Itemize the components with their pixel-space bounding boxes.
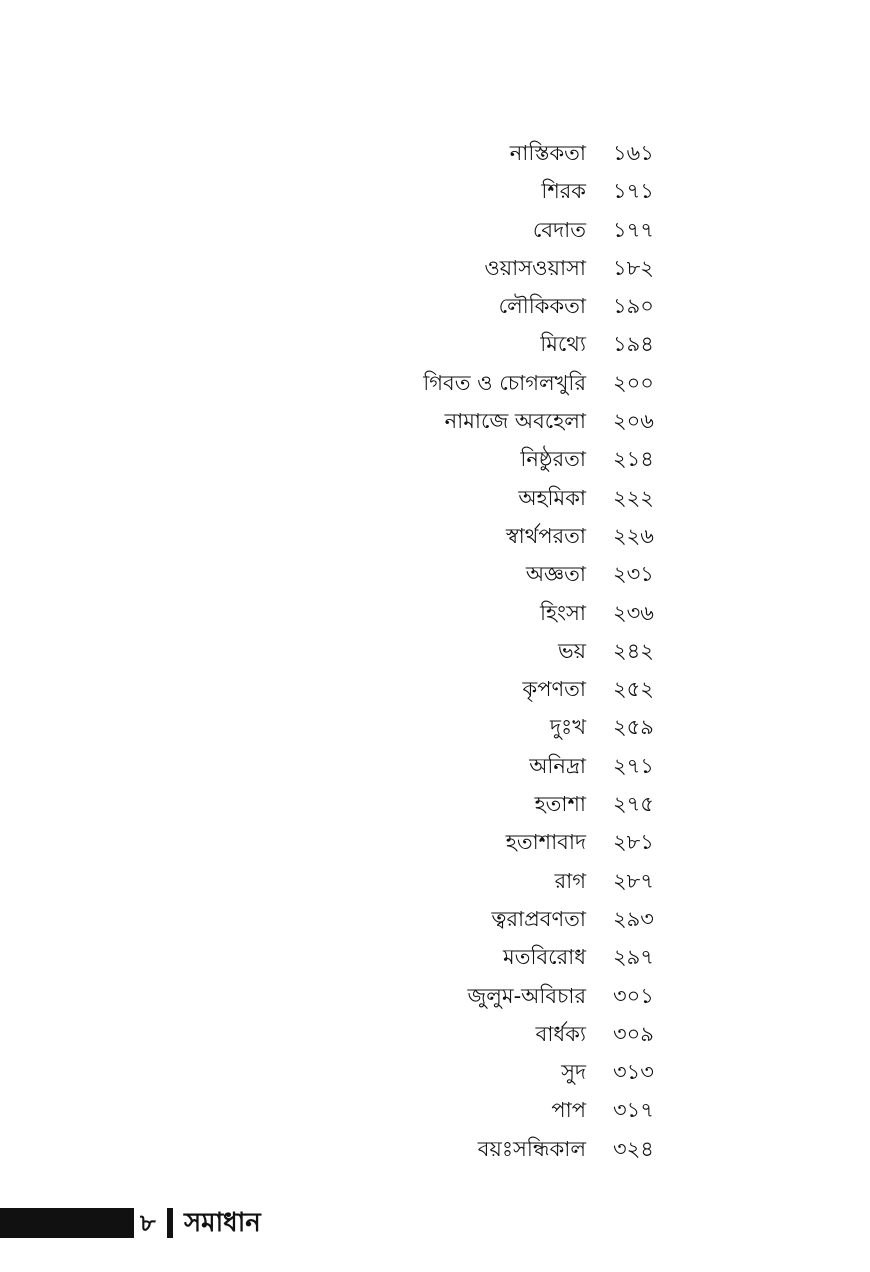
toc-entry-page: ১৬১	[613, 141, 654, 165]
toc-entry-page: ২৩৬	[613, 600, 654, 625]
toc-entry-title: হিংসা	[539, 600, 586, 625]
toc-entry-page: ৩০১	[613, 983, 654, 1008]
toc-entry-page: ৩০৯	[613, 1021, 654, 1046]
footer-page-number: ৮	[140, 1209, 156, 1237]
toc-entry	[0, 325, 870, 363]
toc-entry-page: ১৯৪	[613, 332, 654, 357]
toc-entry-title: গিবত ও চোগলখুরি	[423, 370, 586, 395]
toc-entry-page: ২১৪	[613, 447, 654, 472]
toc-entry	[0, 172, 870, 210]
toc-entry	[0, 1053, 870, 1091]
toc-entry-title: রাগ	[554, 868, 586, 893]
toc-entry-page: ৩১৩	[613, 1060, 654, 1085]
toc-entry-title: বয়ঃসন্ধিকাল	[477, 1136, 586, 1161]
toc-entry	[0, 364, 870, 402]
toc-entry-title: হতাশা	[534, 792, 586, 817]
toc-entry-title: শিরক	[541, 179, 586, 204]
toc-entry-page: ২০০	[613, 370, 654, 395]
toc-entry-page: ২৮৭	[613, 868, 654, 893]
toc-entry-page: ২৩১	[613, 562, 654, 587]
toc-entry-page: ১৮২	[613, 255, 654, 280]
toc-entry-title: বার্ধক্য	[535, 1021, 586, 1046]
toc-entry-title: নামাজে অবহেলা	[444, 409, 586, 434]
toc-entry	[0, 517, 870, 555]
toc-entry	[0, 670, 870, 708]
toc-entry	[0, 938, 870, 976]
toc-entry-title: সুদ	[561, 1060, 586, 1085]
toc-entry-page: ২২৬	[613, 523, 654, 548]
toc-entry	[0, 1015, 870, 1053]
toc-entry	[0, 785, 870, 823]
toc-entry-page: ২৭৫	[613, 792, 654, 817]
toc-entry-title: ত্বরাপ্রবণতা	[491, 906, 586, 931]
toc-entry	[0, 249, 870, 287]
toc-entry-page: ২৯৭	[613, 945, 654, 970]
toc-entry	[0, 900, 870, 938]
toc-entry-title: দুঃখ	[549, 715, 586, 740]
toc-entry-title: অজ্ঞতা	[525, 562, 586, 587]
toc-entry-title: অহমিকা	[518, 485, 586, 510]
toc-entry-title: ওয়াসওয়াসা	[484, 255, 586, 280]
toc-entry-title: জুলুম-অবিচার	[467, 983, 586, 1008]
toc-entry	[0, 862, 870, 900]
toc-entry-title: কৃপণতা	[522, 677, 586, 702]
toc-entry-page: ২৮১	[613, 830, 654, 855]
toc-entry-page: ২০৬	[613, 409, 654, 434]
toc-entry	[0, 555, 870, 593]
toc-entry-page: ৩১৭	[613, 1098, 654, 1123]
toc-entry	[0, 632, 870, 670]
toc-entry	[0, 977, 870, 1015]
toc-entry	[0, 402, 870, 440]
toc-entry-page: ২৫৯	[613, 715, 654, 740]
toc-entry-title: মিথ্যে	[540, 332, 586, 357]
toc-entry-page: ২৯৩	[613, 906, 654, 931]
toc-entry-page: ২২২	[613, 485, 654, 510]
toc-entry	[0, 708, 870, 746]
footer-book-title: সমাধান	[184, 1208, 261, 1238]
toc-entry	[0, 287, 870, 325]
toc-entry	[0, 747, 870, 785]
toc-entry-page: ২৫২	[613, 677, 654, 702]
footer-divider	[167, 1208, 173, 1238]
toc-entry-page: ১৭৭	[613, 217, 654, 242]
toc-entry-title: মতবিরোধ	[503, 945, 586, 970]
toc-entry-title: নিষ্ঠুরতা	[520, 447, 586, 472]
toc-entry	[0, 440, 870, 478]
toc-entry	[0, 1091, 870, 1129]
toc-entry-page: ২৭১	[613, 753, 654, 778]
toc-entry-title: বেদাত	[532, 217, 586, 242]
toc-entry-title: নাস্তিকতা	[509, 141, 586, 165]
toc-entry-page: ২৪২	[613, 638, 654, 663]
toc-entry-title: পাপ	[551, 1098, 586, 1123]
table-of-contents	[0, 134, 870, 1168]
toc-entry-title: অনিদ্রা	[529, 753, 586, 778]
toc-entry-title: হতাশাবাদ	[505, 830, 586, 855]
toc-entry	[0, 1130, 870, 1168]
footer-black-bar	[0, 1208, 134, 1238]
toc-entry-title: লৌকিকতা	[498, 294, 586, 319]
toc-entry-page: ১৯০	[613, 294, 654, 319]
toc-entry	[0, 594, 870, 632]
toc-entry-title: স্বার্থপরতা	[505, 523, 586, 548]
toc-entry-title: ভয়	[557, 638, 586, 663]
toc-entry-page: ১৭১	[613, 179, 654, 204]
toc-entry	[0, 823, 870, 861]
page-footer	[0, 1206, 870, 1240]
toc-entry	[0, 134, 870, 172]
toc-entry	[0, 479, 870, 517]
toc-entry	[0, 211, 870, 249]
toc-entry-page: ৩২৪	[613, 1136, 654, 1161]
